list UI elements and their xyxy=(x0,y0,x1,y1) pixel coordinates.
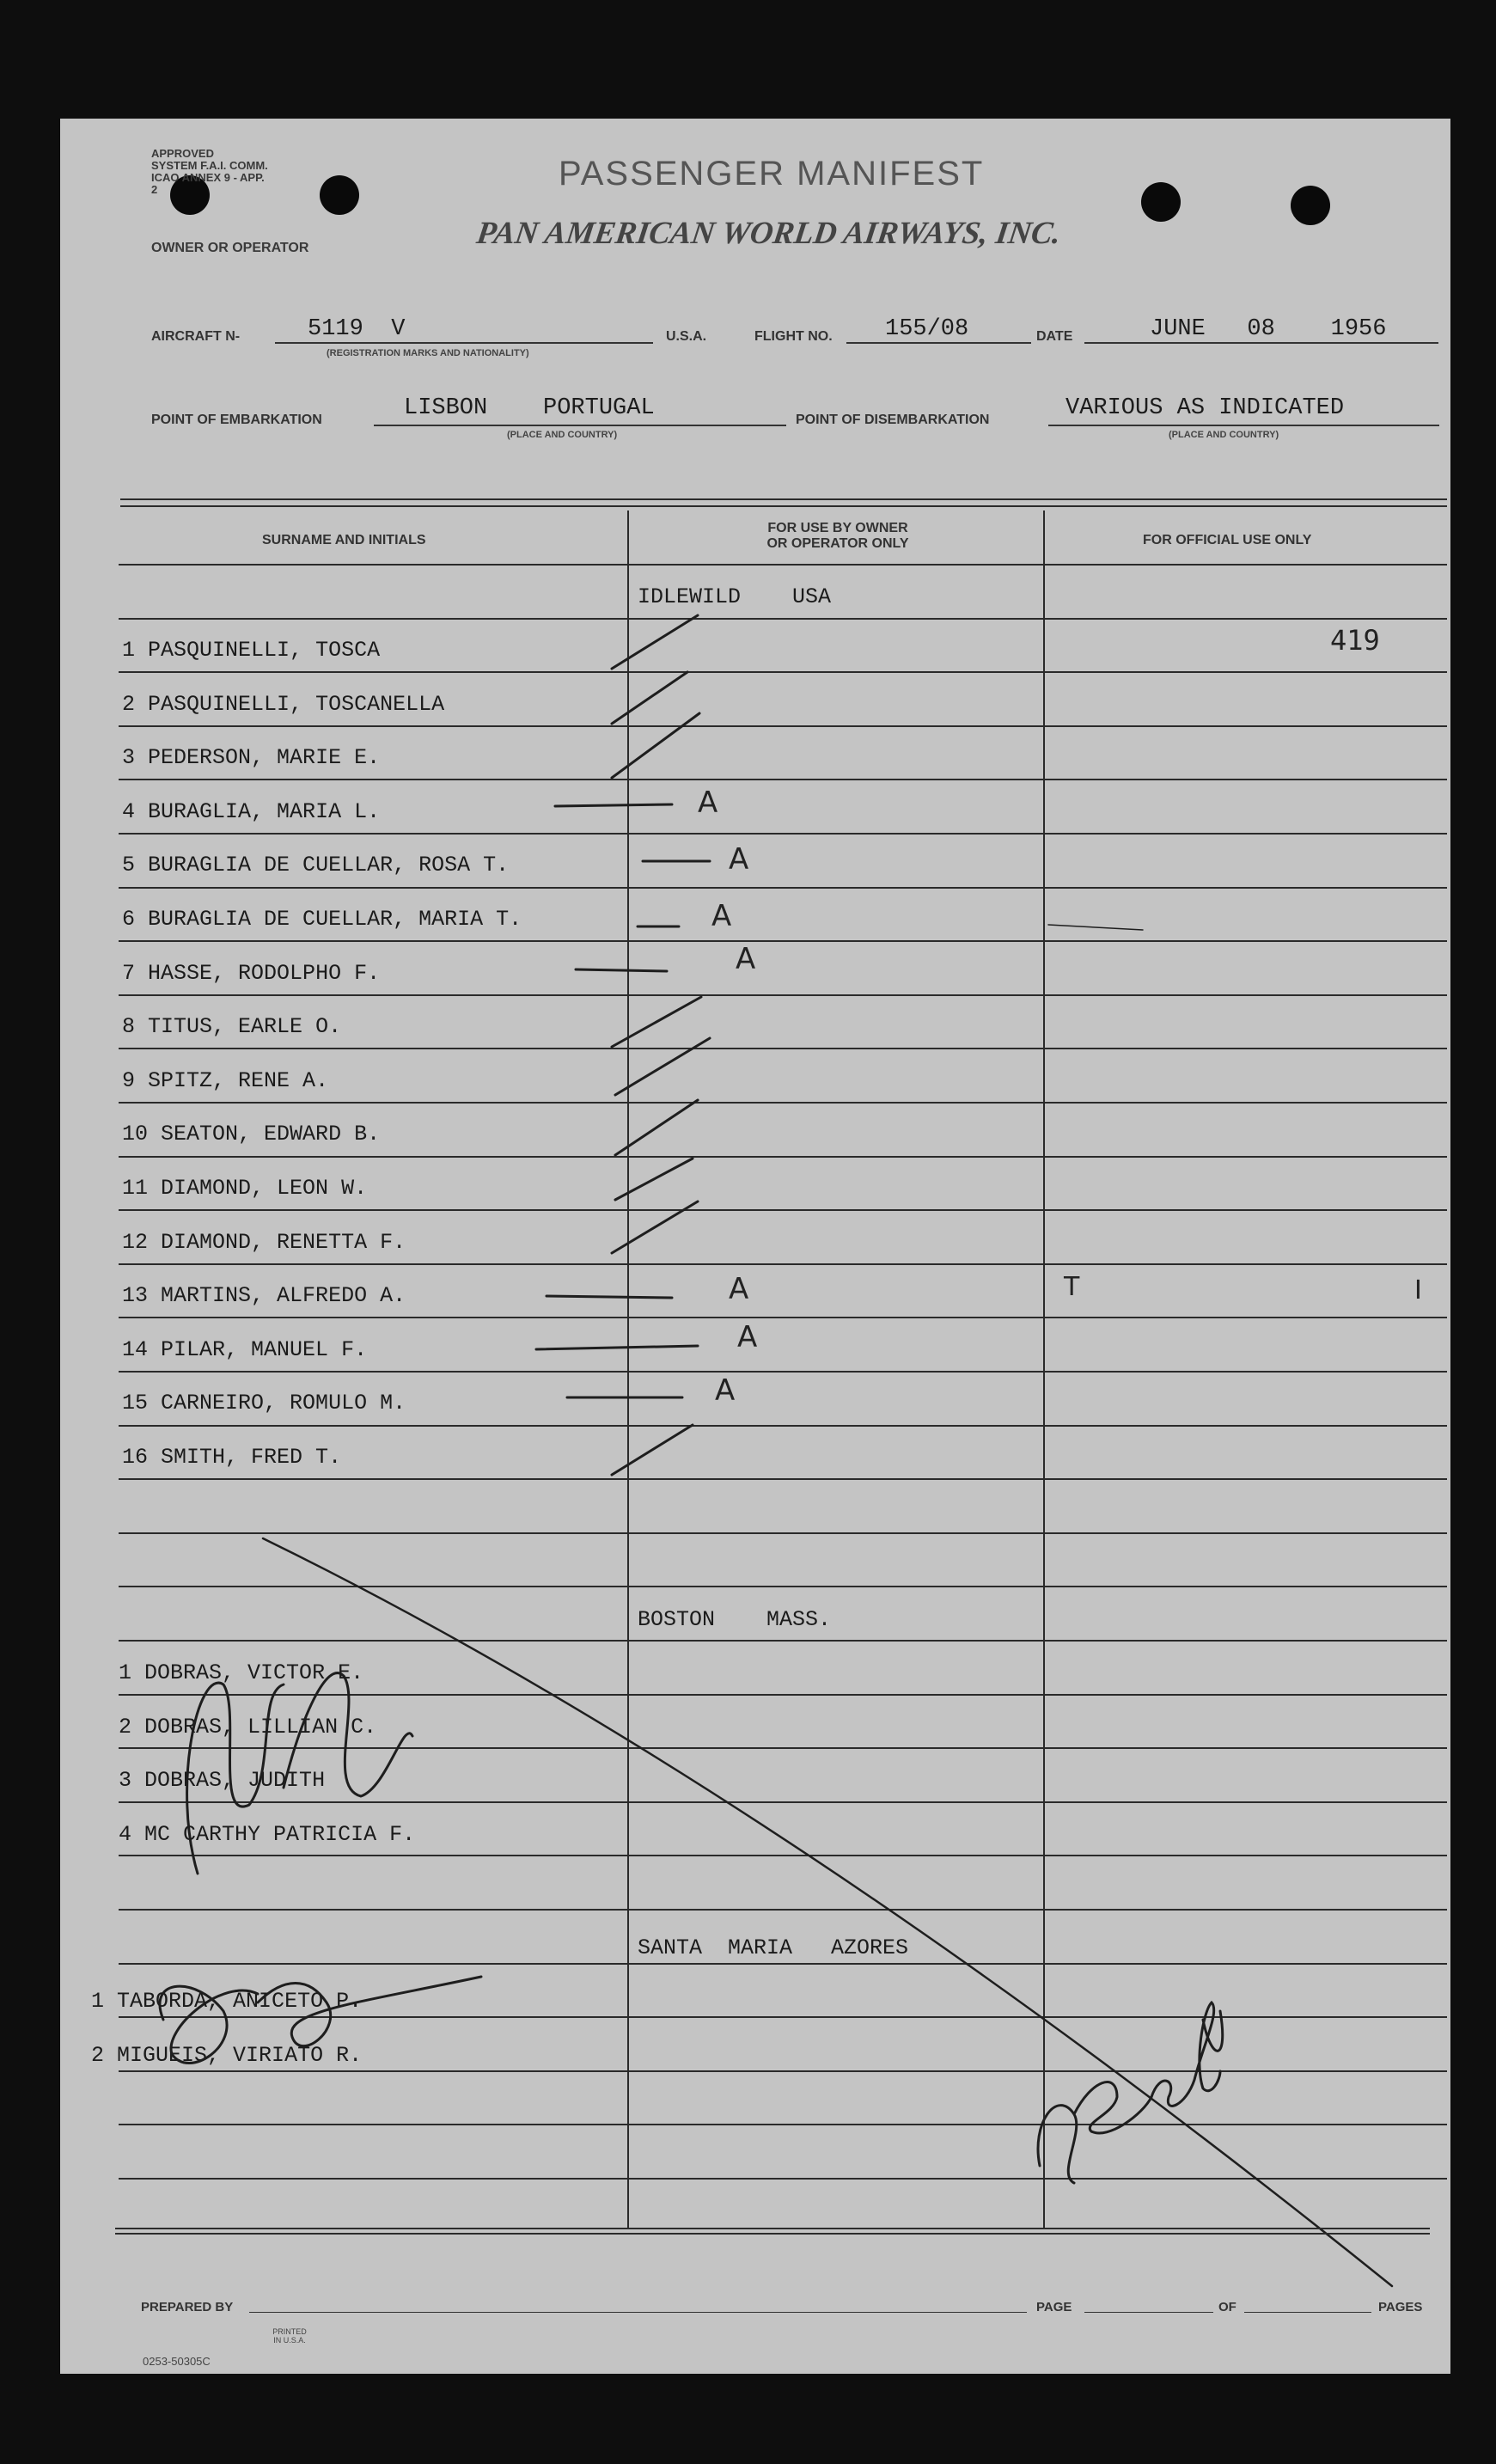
check-mark xyxy=(612,1425,693,1475)
prepared-by-label: PREPARED BY xyxy=(141,2300,234,2314)
of-underline xyxy=(1244,2312,1371,2313)
approval-line: APPROVED xyxy=(151,147,214,160)
passenger-number: 4 xyxy=(119,1822,132,1847)
diagonal-line xyxy=(263,1538,1392,2286)
mark-a: A xyxy=(736,942,756,976)
passenger-name: HASSE, RODOLPHO F. xyxy=(148,961,381,986)
passenger-name: BURAGLIA DE CUELLAR, MARIA T. xyxy=(148,907,522,932)
passenger-name: DOBRAS, JUDITH xyxy=(144,1768,326,1793)
of-label: OF xyxy=(1218,2300,1236,2314)
passenger-number: 2 xyxy=(119,1715,132,1739)
owner-label: OWNER OR OPERATOR xyxy=(151,241,309,255)
approval-line: ICAO ANNEX 9 - APP. 2 xyxy=(151,171,265,196)
passenger-name: SEATON, EDWARD B. xyxy=(161,1122,381,1146)
passenger-number: 1 xyxy=(122,638,136,663)
passenger-name: PASQUINELLI, TOSCA xyxy=(148,638,381,663)
aircraft-label: AIRCRAFT N- xyxy=(151,329,241,344)
column-official-header: FOR OFFICIAL USE ONLY xyxy=(1143,533,1312,547)
flight-label: FLIGHT NO. xyxy=(754,329,833,344)
passenger-number: 2 xyxy=(122,692,136,717)
place-note: (PLACE AND COUNTRY) xyxy=(507,430,618,440)
flight-value: 155/08 xyxy=(885,316,969,342)
passenger-name: MC CARTHY PATRICIA F. xyxy=(144,1822,416,1847)
check-mark xyxy=(615,1159,693,1200)
mark-a: A xyxy=(729,842,749,877)
check-mark xyxy=(612,672,687,724)
mark-a: A xyxy=(729,1272,749,1306)
passenger-name: BURAGLIA DE CUELLAR, ROSA T. xyxy=(148,853,510,877)
passenger-number: 3 xyxy=(119,1768,132,1793)
disembarkation-label: POINT OF DISEMBARKATION xyxy=(796,413,990,427)
mark-t: T xyxy=(1064,1272,1080,1302)
dash-mark xyxy=(555,804,672,806)
check-mark xyxy=(615,1038,710,1095)
passenger-number: 2 xyxy=(91,2043,105,2068)
mark-a: A xyxy=(737,1320,758,1354)
passenger-name: DOBRAS, VICTOR E. xyxy=(144,1660,364,1685)
embarkation-value: LISBON PORTUGAL xyxy=(404,395,655,421)
mark-i: I xyxy=(1414,1275,1422,1305)
footer-rule xyxy=(115,2233,1430,2235)
page-underline xyxy=(1084,2312,1213,2313)
check-mark xyxy=(612,713,699,778)
destination-santa-maria: SANTA MARIA AZORES xyxy=(638,1935,909,1960)
passenger-name: CARNEIRO, ROMULO M. xyxy=(161,1391,406,1415)
passenger-number: 1 xyxy=(91,1989,105,2014)
passenger-number: 12 xyxy=(122,1230,149,1255)
passenger-name: SPITZ, RENE A. xyxy=(148,1068,329,1093)
column-surname-header: SURNAME AND INITIALS xyxy=(262,533,426,547)
check-mark xyxy=(615,1100,698,1155)
faint-mark xyxy=(1048,925,1143,930)
column-owner-header-line: FOR USE BY OWNER xyxy=(767,521,908,535)
footer-rule xyxy=(115,2228,1430,2229)
place-note-2: (PLACE AND COUNTRY) xyxy=(1169,430,1279,440)
passenger-number: 4 xyxy=(122,799,136,824)
passenger-number: 6 xyxy=(122,907,136,932)
aircraft-value: 5119 V xyxy=(308,316,406,342)
passenger-number: 9 xyxy=(122,1068,136,1093)
passenger-name: BURAGLIA, MARIA L. xyxy=(148,799,381,824)
passenger-number: 10 xyxy=(122,1122,149,1146)
date-value: JUNE 08 1956 xyxy=(1150,316,1387,342)
passenger-name: DIAMOND, RENETTA F. xyxy=(161,1230,406,1255)
registration-note: (REGISTRATION MARKS AND NATIONALITY) xyxy=(327,348,529,358)
dash-mark xyxy=(536,1346,698,1349)
printed-in-note: PRINTED IN U.S.A. xyxy=(272,2327,307,2345)
embarkation-label: POINT OF EMBARKATION xyxy=(151,413,322,427)
passenger-number: 13 xyxy=(122,1283,149,1308)
passenger-name: MARTINS, ALFREDO A. xyxy=(161,1283,406,1308)
passenger-name: PEDERSON, MARIE E. xyxy=(148,745,381,770)
usa-label: U.S.A. xyxy=(666,329,707,344)
check-mark xyxy=(612,615,698,669)
passenger-number: 5 xyxy=(122,853,136,877)
mark-a: A xyxy=(711,899,732,933)
scribble xyxy=(187,1683,284,1874)
passenger-number: 11 xyxy=(122,1176,149,1201)
scribble xyxy=(258,1977,481,2046)
official-number: 419 xyxy=(1330,624,1380,657)
passenger-number: 3 xyxy=(122,745,136,770)
destination-boston: BOSTON MASS. xyxy=(638,1607,832,1632)
passenger-name: PILAR, MANUEL F. xyxy=(161,1337,368,1362)
passenger-number: 7 xyxy=(122,961,136,986)
form-number: 0253-50305C xyxy=(143,2355,211,2368)
dash-mark xyxy=(546,1296,672,1298)
column-owner-header-line: OR OPERATOR ONLY xyxy=(766,536,909,551)
passenger-number: 15 xyxy=(122,1391,149,1415)
passenger-number: 14 xyxy=(122,1337,149,1362)
approval-line: SYSTEM F.A.I. COMM. xyxy=(151,159,268,172)
passenger-number: 1 xyxy=(119,1660,132,1685)
passenger-name: DIAMOND, LEON W. xyxy=(161,1176,368,1201)
passenger-name: TITUS, EARLE O. xyxy=(148,1014,342,1039)
date-label: DATE xyxy=(1036,329,1073,344)
passenger-name: SMITH, FRED T. xyxy=(161,1445,342,1470)
passenger-name: TABORDA, ANICETO P. xyxy=(117,1989,363,2014)
mark-a: A xyxy=(715,1373,736,1408)
prepared-by-underline xyxy=(249,2312,1027,2313)
operator-name: PAN AMERICAN WORLD AIRWAYS, INC. xyxy=(474,216,1064,251)
disembarkation-value: VARIOUS AS INDICATED xyxy=(1066,395,1345,421)
passenger-number: 16 xyxy=(122,1445,149,1470)
passenger-number: 8 xyxy=(122,1014,136,1039)
passenger-name: PASQUINELLI, TOSCANELLA xyxy=(148,692,445,717)
passenger-name: MIGUEIS, VIRIATO R. xyxy=(117,2043,363,2068)
dash-mark xyxy=(576,969,667,971)
scribble xyxy=(284,1673,412,1796)
passenger-name: DOBRAS, LILLIAN C. xyxy=(144,1715,377,1739)
signature xyxy=(1038,2002,1223,2183)
check-mark xyxy=(612,1201,698,1253)
page-title: PASSENGER MANIFEST xyxy=(559,155,985,193)
mark-a: A xyxy=(698,786,718,820)
pages-label: PAGES xyxy=(1378,2300,1423,2314)
check-mark xyxy=(612,997,701,1047)
page-label: PAGE xyxy=(1036,2300,1072,2314)
destination-idlewild: IDLEWILD USA xyxy=(638,584,832,609)
scribble xyxy=(160,1986,258,2063)
